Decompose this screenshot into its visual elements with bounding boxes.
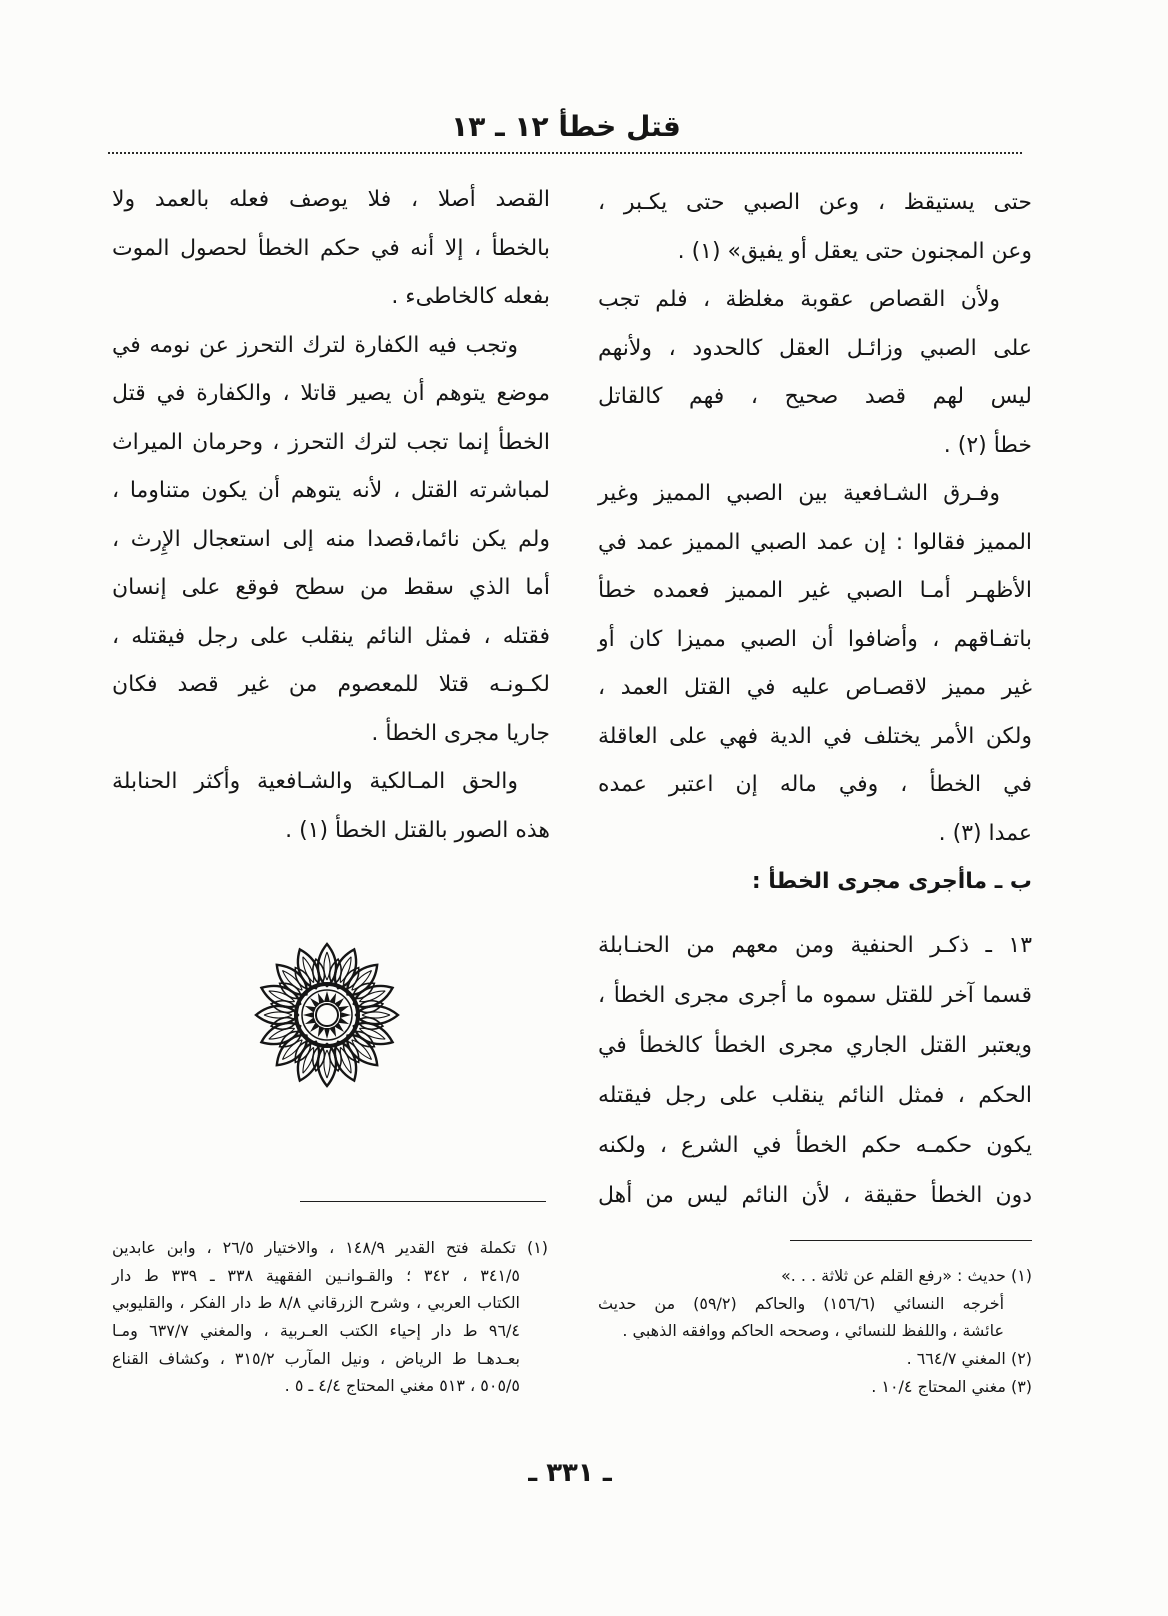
page-number: ـ ٣٣١ ـ [528, 1458, 612, 1488]
footnote-text: المغني ٦٦٤/٧ . [906, 1349, 1006, 1369]
rosette-star-point [324, 991, 330, 1002]
text-line: لمباشرته القتل ، لأنه يتوهم أن يكون متناوما ، [112, 478, 550, 503]
footnote-text: تكملة فتح القدير ١٤٨/٩ ، والاختيار ٢٦/٥ ، وابن عابدين [112, 1238, 516, 1257]
footnote-line [598, 1262, 1032, 1290]
footnote-line: ٣٤١/٥ ، ٣٤٢ ؛ والقـوانـين الفقهية ٣٣٨ ـ ٣٣٩ ط دار [112, 1265, 520, 1285]
footnote-marker: (١) [526, 1238, 549, 1257]
text-line: في الخطأ ، وفي ماله إن اعتبر عمده [598, 772, 1032, 797]
paragraph [598, 276, 1032, 470]
text-line: لكـونـه قتلا للمعصوم من غير قصد فكان [112, 672, 550, 697]
right-column [598, 179, 1032, 1221]
text-line: المميز فقالوا : إن عمد الصبي المميز عمد في [598, 529, 1032, 555]
text-line: الخطأ إنما تجب لترك التحرز ، وحرمان الميراث [112, 429, 550, 455]
text-line: وتجب فيه الكفارة لترك التحرز عن نومه في [112, 332, 518, 358]
section-heading-wrap [598, 858, 1032, 907]
text-line: ولكن الأمر يختلف في الدية فهي على العاقلة [598, 723, 1032, 749]
footnote-marker: (٢) [1010, 1349, 1032, 1369]
text-line: ويعتبر القتل الجاري مجرى الخطأ كالخطأ في [598, 1032, 1032, 1058]
text-line: ليس لهم قصد صحيح ، فهم كالقاتل [598, 384, 1032, 409]
text-line: باتفـاقهم ، وأضافوا أن الصبي مميزا كان أو [598, 626, 1032, 652]
text-line: والحق المـالكية والشـافعية وأكثر الحنابلة [112, 769, 518, 794]
running-header-title: قتل خطأ ١٢ ـ ١٣ [451, 110, 681, 143]
paragraph [598, 470, 1032, 858]
footnote [112, 1234, 548, 1400]
footnote-text: مغني المحتاج ١٠/٤ . [871, 1376, 1006, 1396]
text-line: خطأ (٢) . [943, 432, 1032, 458]
text-line: هذه الصور بالقتل الخطأ (١) . [285, 817, 550, 843]
text-line: القصد أصلا ، فلا يوصف فعله بالعمد ولا [112, 187, 550, 212]
rosette-petal-hatch [280, 1038, 304, 1062]
text-line: على الصبي وزائـل العقل كالحدود ، ولأنهم [598, 335, 1032, 361]
footnote-line [598, 1345, 1032, 1373]
text-line: قسما آخر للقتل سموه ما أجرى مجرى الخطأ ، [598, 982, 1032, 1008]
text-line: بفعله كالخاطىء . [391, 284, 550, 309]
footnote-marker: (١) [1010, 1266, 1032, 1285]
rosette-star-point [303, 1012, 314, 1018]
footnote-line [598, 1373, 1032, 1401]
text-line: ولأن القصاص عقوبة مغلظة ، فلم تجب [598, 287, 1000, 312]
rosette-center [316, 1004, 338, 1026]
rosette-petal [270, 1029, 312, 1071]
footnote-separator-left [300, 1201, 546, 1202]
footnote-line: عائشة ، واللفظ للنسائي ، وصححه الحاكم ووافقه الذهبي . [622, 1321, 1004, 1341]
rosette-star-point [324, 1028, 330, 1039]
text-line: ولم يكن نائما،قصدا منه إلى استعجال الإِرث ، [112, 526, 550, 552]
paragraph [598, 921, 1032, 1221]
paragraph [112, 758, 550, 855]
text-line: الحكم ، فمثل النائم ينقلب على رجل فيقتله [598, 1082, 1032, 1108]
text-line: موضع يتوهم أن يصير قاتلا ، والكفارة في قتل [112, 381, 550, 406]
text-line: حتى يستيقظ ، وعن الصبي حتى يكـبر ، [598, 190, 1032, 215]
text-line: أما الذي سقط من سطح فوقع على إنسان [112, 575, 550, 600]
footnotes-right [598, 1262, 1032, 1400]
footnote-line: ٩٦/٤ ط دار إحياء الكتب العـربية ، والمغني ٦٣٧/٧ ومـا [112, 1321, 520, 1341]
section-heading: ب ـ ماأجرى مجرى الخطأ : [751, 869, 1032, 894]
footnote [598, 1262, 1032, 1345]
footnote [598, 1373, 1032, 1401]
rosette-petal-hatch [350, 1038, 374, 1062]
left-column [112, 176, 550, 855]
footnotes-left [112, 1234, 548, 1400]
text-line: بالخطأ ، إلا أنه في حكم الخطأ لحصول الموت [112, 235, 550, 261]
ornament-rosette [252, 940, 402, 1090]
footnote-line: ٥٠٥/٥ ، ٥١٣ مغني المحتاج ٤/٤ ـ ٥ . [284, 1376, 520, 1396]
text-line: وعن المجنون حتى يعقل أو يفيق» (١) . [677, 238, 1032, 264]
footnote-line: أخرجه النسائي (١٥٦/٦) والحاكم (٥٩/٢) من حديث [598, 1293, 1005, 1313]
paragraph [112, 176, 550, 322]
footnote-line: الكتاب العربي ، وشرح الزرقاني ٨/٨ ط دار الفكر ، والقليوبي [112, 1293, 520, 1313]
footnote-separator-right [790, 1240, 1032, 1241]
paragraph [112, 322, 550, 759]
rosette-petal [270, 958, 312, 1000]
text-line: عمدا (٣) . [938, 820, 1032, 846]
footnote [598, 1345, 1032, 1373]
footnote-line: بعـدهـا ط الرياض ، ونيل المآرب ٣١٥/٢ ، وكشاف القناع [112, 1348, 520, 1368]
text-line: جاريا مجرى الخطأ . [371, 720, 550, 746]
text-line: وفـرق الشـافعية بين الصبي المميز وغير [598, 481, 1000, 506]
rosette-petal-hatch [350, 968, 374, 992]
text-line: ١٣ ـ ذكـر الحنفية ومن معهم من الحنـابلة [598, 932, 1032, 958]
text-line: يكون حكمـه حكم الخطأ في الشرع ، ولكنه [598, 1132, 1032, 1158]
rosette-star-point [340, 1012, 351, 1018]
text-line: دون الخطأ حقيقة ، لأن النائم ليس من أهل [598, 1182, 1032, 1208]
rosette-petal [341, 958, 383, 1000]
paragraph [598, 179, 1032, 276]
text-line: الأظهـر أمـا الصبي غير المميز فعمده خطأ [598, 578, 1032, 603]
footnote-text: حديث : «رفع القلم عن ثلاثة . . .» [780, 1266, 1006, 1285]
header-dotted-rule [108, 152, 1022, 154]
rosette-petal-hatch [280, 968, 304, 992]
rosette-petal [341, 1029, 383, 1071]
footnote-line [112, 1234, 548, 1262]
text-line: فقتله ، فمثل النائم ينقلب على رجل فيقتله ، [112, 623, 550, 649]
text-line: غير مميز لاقصـاص عليه في القتل العمد ، [598, 675, 1032, 700]
footnote-marker: (٣) [1010, 1376, 1032, 1396]
